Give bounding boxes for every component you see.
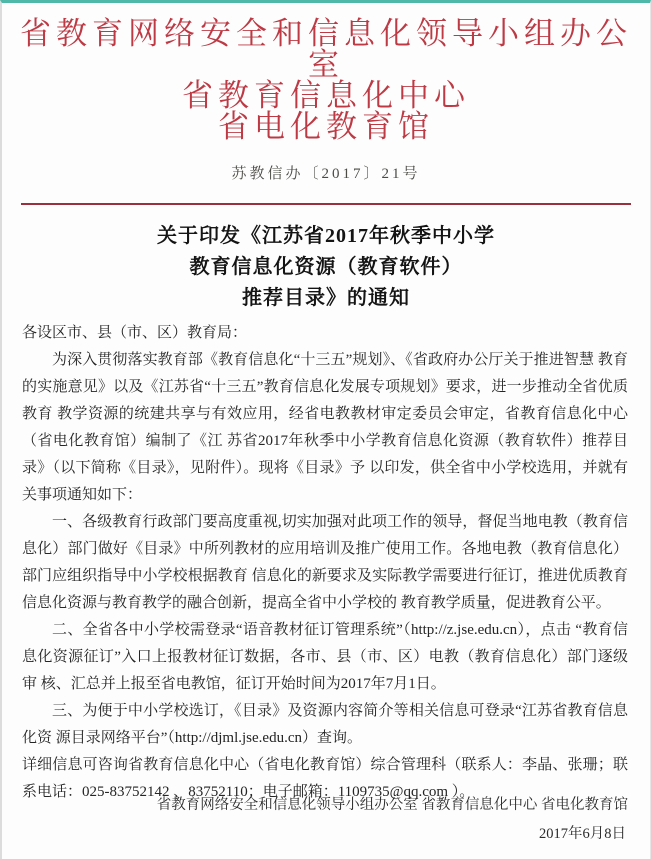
org-name-line: 省教育信息化中心: [182, 78, 470, 113]
letterhead: [2, 3, 650, 142]
document-number: 苏教信办〔2017〕21号: [231, 166, 421, 182]
body-paragraph: 三、为便于中小学校选订，《目录》及资源内容简介等相关信息可登录“江苏省教育信息化资 源目录网络平台”（http://djml.jse.edu.cn）查询。: [22, 703, 628, 746]
org-name-line: 省教育网络安全和信息化领导小组办公: [20, 16, 632, 51]
org-name-line: 省电化教育馆: [218, 109, 434, 144]
notice-title: [2, 221, 650, 314]
signature-block: [157, 795, 628, 844]
signing-organizations: 省教育网络安全和信息化领导小组办公室 省教育信息化中心 省电化教育馆: [156, 797, 628, 813]
notice-title-line: 推荐目录》的通知: [242, 287, 410, 309]
notice-title-line: 关于印发《江苏省2017年秋季中小学: [157, 225, 495, 247]
body-paragraph: 二、全省各中小学校需登录“语音教材征订管理系统”（http://z.jse.edu.cn），点击 “教育信息化资源征订”入口上报教材征订数据，各市、县（市、区）电教（教育信息化）部门逐级审 核、汇总并上报至省电教馆，征订开始时间为2017年7月1日。: [22, 622, 628, 692]
body-paragraph: 一、各级教育行政部门要高度重视,切实加强对此项工作的领导，督促当地电教（教育信息化）部门做好《目录》中所列教材的应用培训及推广使用工作。各地电教（教育信息化）部门应组织指导中小学校根据教育 信息化的新要求及实际教学需要进行征订，推进优质教育信息化资源与教育教学的融合创新，提高全省中小学校的 教育教学质量，促进教育公平。: [22, 514, 628, 611]
notice-body: [22, 320, 628, 806]
org-name-line: 室: [308, 47, 344, 82]
signature-date: 2017年6月8日: [539, 826, 626, 842]
body-paragraph: 为深入贯彻落实教育部《教育信息化“十三五”规划》、《省政府办公厅关于推进智慧 教育的实施意见》以及《江苏省“十三五”教育信息化发展专项规划》要求，进一步推动全省优质教育 教学资源的统建共享与有效应用，经省电教教材审定委员会审定，省教育信息化中心（省电化教育馆）编制了《江 苏省2017年秋季中小学教育信息化资源（教育软件）推荐目录》（以下简称《目录》，见附件）。现将《目录》予 以印发，供全省中小学校选用，并就有关事项通知如下：: [22, 352, 628, 503]
notice-title-line: 教育信息化资源（教育软件）: [189, 256, 463, 278]
contact-info: 详细信息可咨询省教育信息化中心（省电化教育馆）综合管理科（联系人：李晶、张珊；联系电话：025-83752142 、83752110；电子邮箱：1109735@qq.com ）。: [22, 757, 628, 800]
red-divider-line: [21, 203, 631, 205]
salutation: 各设区市、县（市、区）教育局：: [22, 325, 248, 341]
